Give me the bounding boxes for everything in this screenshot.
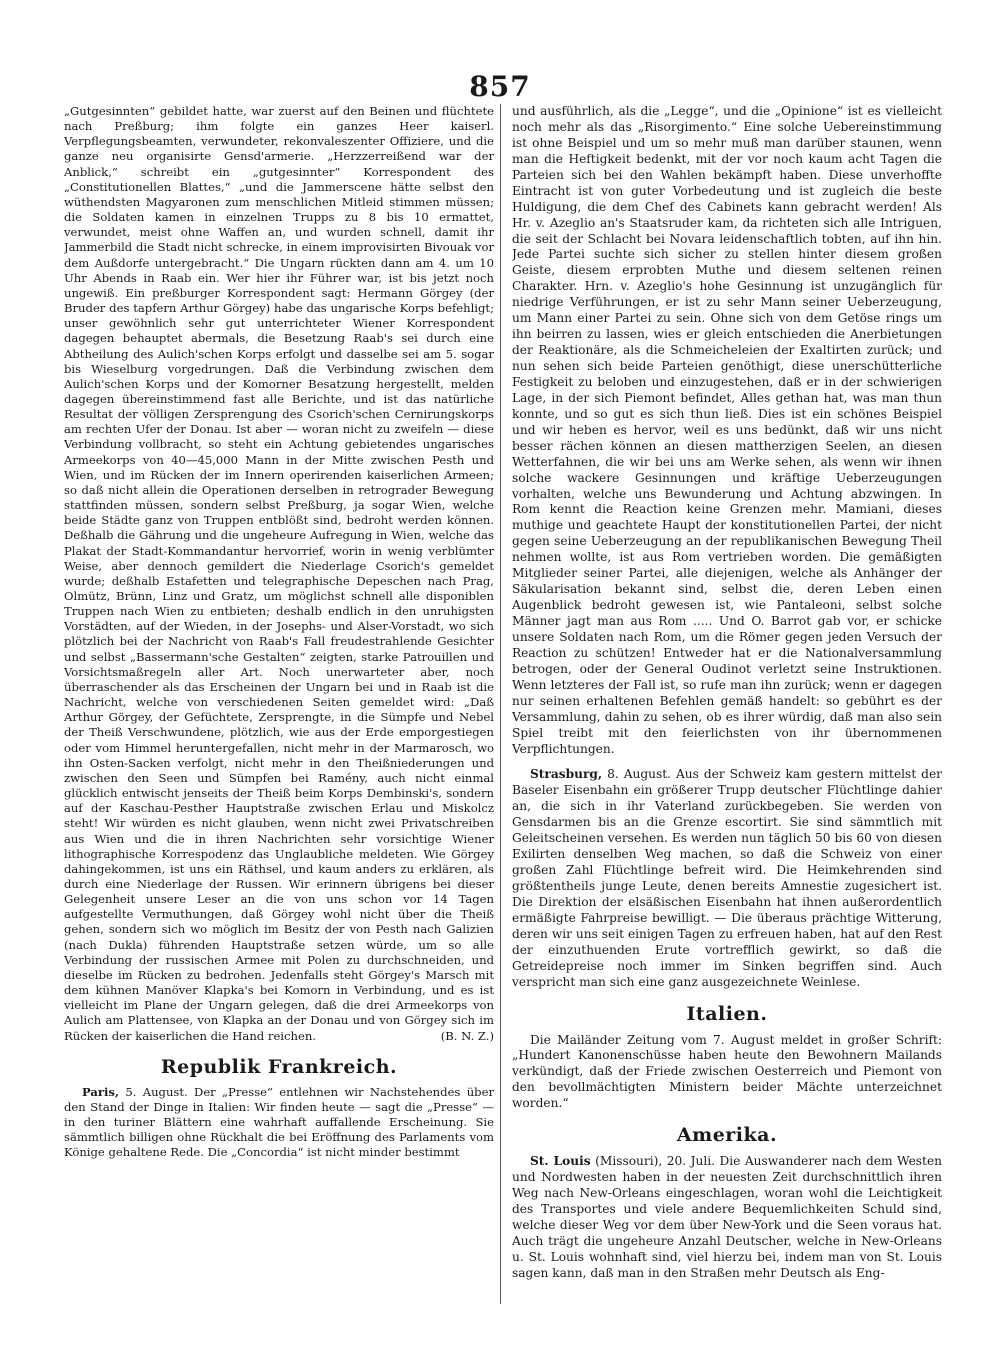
article-text: 8. August. Aus der Schweiz kam gestern mittelst der Baseler Eisenbahn ein größerer Trupp deutscher Flüchtlinge dahier an, die sich in ihr Vaterland zurückbegeben. Sie werden von Gensdarmen bis an die Grenze escortirt. Sie sind sämmtlich mit Geleitscheinen versehen. Es werden nun täglich 50 bis 60 von diesen Exilirten denselben Weg machen, so daß die Schweiz von einer großen Zahl Flüchtlinge befreit wird. Die Heimkehrenden sind größtentheils junge Leute, denen bereits Amnestie zugesichert ist. Die Direktion der elsäßischen Eisenbahn hat ihnen außerordentlich ermäßigte Fahrpreise bewilligt. — Die überaus prächtige Witterung, deren wir uns seit einigen Tagen zu erfreuen haben, hat auf den Rest der einzuthuenden Erute vortrefflich gewirkt, so daß die Getreidepreise noch immer im Sinken begriffen sind. Auch verspricht man sich eine ganz ausgezeichnete Weinlese. xyxy=(512,767,942,989)
article-paris xyxy=(64,1085,494,1161)
article-st-louis xyxy=(512,1154,942,1282)
section-heading-amerika: Amerika. xyxy=(676,1124,778,1147)
dateline-place: St. Louis xyxy=(530,1154,591,1169)
dateline-place: Paris, xyxy=(82,1084,119,1099)
left-column xyxy=(64,104,494,1204)
article-text: 5. August. Der „Presse“ entlehnen wir Nachstehendes über den Stand der Dinge in Italien: Wir finden heute — sagt die „Presse“ — in den turiner Blättern eine wahrhaft auffallende Erscheinung. Sie sämmtlich billigen ohne Rückhalt die bei Eröffnung des Parlaments vom Könige gehaltene Rede. Die „Concordia“ ist nicht minder bestimmt xyxy=(64,1084,494,1160)
source-citation: (B. N. Z.) xyxy=(440,1028,494,1043)
article-text: (Missouri), 20. Juli. Die Auswanderer nach dem Westen und Nordwesten haben in der neuesten Zeit durchschnittlich ihren Weg nach New-Orleans eingeschlagen, woran wohl die Leichtigkeit des Transportes und viele andere Bequemlichkeiten Schuld sind, welche dieser Weg vor dem über New-York und die Seen voraus hat. Auch trägt die ungeheure Anzahl Deutscher, welche in New-Orleans u. St. Louis wohnhaft sind, viel hierzu bei, indem man von St. Louis sagen kann, daß man in den Straßen mehr Deutsch als Eng- xyxy=(512,1154,942,1280)
right-column xyxy=(512,104,942,1304)
article-text: „Gutgesinnten“ gebildet hatte, war zuerst auf den Beinen und flüchtete nach Preßburg; ihm folgte ein ganzes Heer kaiserl. Verpflegungsbeamten, verwundeter, rekonvaleszenter Offiziere, und die ganze neu organisirte Gensd'armerie. „Herzzerreißend war der Anblick,“ schreibt ein „gutgesinnter“ Korrespondent des „Constitutionellen Blattes,“ „und die Jammerscene hätte selbst den wüthendsten Magyaronen zum menschlichen Mitleid stimmen müssen; die Soldaten kamen in einzelnen Trupps zu 8 bis 10 ermattet, verwundet, meist ohne Waffen an, und wurden schnell, damit ihr Jammerbild die Stadt nicht schrecke, in einem improvisirten Bivouak vor dem Außdorfe untergebracht.“ Die Ungarn rückten dann am 4. um 10 Uhr Abends in Raab ein. Wer hier ihr Führer war, ist bis jetzt noch ungewiß. Ein preßburger Korrespondent sagt: Hermann Görgey (der Bruder des tapfern Arthur Görgey) habe das ungarische Korps befehligt; unser gewöhnlich sehr gut unterrichteter Wiener Korrespondent dagegen behauptet abermals, die Besetzung Raab's sei durch eine Abtheilung des Aulich'schen Korps erfolgt und dasselbe sei am 5. sogar bis Wieselburg vorgedrungen. Daß die Verbindung zwischen dem Aulich'schen Korps und der Komorner Besatzung hergestellt, melden dagegen übereinstimmend fast alle Berichte, und ist das natürliche Resultat der völligen Zersprengung des Csorich'schen Cernirungskorps am rechten Ufer der Donau. Ist aber — woran nicht zu zweifeln — diese Verbindung vollbracht, so steht ein Achtung gebietendes ungarisches Armeekorps von 40—45,000 Mann in der Mitte zwischen Pesth und Wien, und im Rücken der im Innern operirenden kaiserlichen Armeen; so daß nicht allein die Operationen derselben in retrograder Bewegung stattfinden müssen, sondern selbst Preßburg, ja sogar Wien, welche beide Städte ganz von Truppen entblößt sind, bedroht werden können. Deßhalb die Gährung und die ungeheure Aufregung in Wien, welche das Plakat der Stadt-Kommandantur hervorrief, worin in wenig verblümter Weise, aber dennoch gemildert die Niederlage Csorich's gemeldet wurde; deßhalb Estafetten und telegraphische Depeschen nach Prag, Olmütz, Brünn, Linz und Gratz, um möglichst schnell alle disponiblen Truppen nach Wien zu entbieten; deshalb endlich in den unruhigsten Vorstädten, auf der Wieden, in der Josephs- und Alser-Vorstadt, wo sich plötzlich bei der Nachricht von Raab's Fall freudestrahlende Gesichter und selbst „Bassermann'sche Gestalten“ zeigten, starke Patrouillen und Vorsichtsmaßregeln aller Art. Noch unerwarteter aber, noch überraschender als das Erscheinen der Ungarn bei und in Raab ist die Nachricht, welche von verschiedenen Seiten gemeldet wird: „Daß Arthur Görgey, der Gefüchtete, Zersprengte, in die Sümpfe und Nebel der Theiß Verschwundene, plötzlich, wie aus der Erde emporgestiegen oder vom Himmel heruntergefallen, nicht mehr in der Marmarosch, wo ihn Osten-Sacken verfolgt, nicht mehr in den Theißniederungen und zwischen den Seen und Sümpfen bei Ramény, auch nicht einmal glücklich entwischt jenseits der Theiß beim Korps Dembinski's, sondern auf der Kaschau-Pesther Hauptstraße zwischen Erlau und Miskolcz steht! Wir würden es nicht glauben, wenn nicht zwei Privatschreiben aus Wien und die in ihren Nachrichten sehr vorsichtige Wiener lithographische Korrespodenz das Unglaubliche meldeten. Wie Görgey dahingekommen, ist uns ein Räthsel, und kaum anders zu erklären, als durch eine Niederlage der Russen. Wir erinnern übrigens bei dieser Gelegenheit unsere Leser an die von uns schon vor 14 Tagen aufgestellte Vermuthungen, daß Görgey wohl nicht über die Theiß gehen, sondern sich wo möglich im Besitz der von Pesth nach Galizien (nach Dukla) führenden Hauptstraße setzen würde, um so alle Verbindung der russischen Armee mit Polen zu durchschneiden, und dieselbe im Rücken zu bedrohen. Jedenfalls steht Görgey's Marsch mit dem kühnen Manöver Klapka's bei Komorn in Verbindung, und es ist vielleicht im Plane der Ungarn gelegen, daß die drei Armeekorps von Aulich am Plattensee, von Klapka an der Donau und von Görgey sich im Rücken der kaiserlichen die Hand reichen. xyxy=(64,104,494,1043)
section-heading-frankreich: Republik Frankreich. xyxy=(160,1055,398,1078)
section-heading-italien: Italien. xyxy=(686,1002,768,1025)
article-continuation xyxy=(64,104,494,1044)
article-strasburg xyxy=(512,767,942,990)
article-mailand: Die Mailänder Zeitung vom 7. August meldet in großer Schrift: „Hundert Kanonenschüsse haben heute den Bewohnern Mailands verkündigt, daß der Friede zwischen Oesterreich und Piemont von den bevollmächtigten Ministern beider Mächte unterzeichnet worden.“ xyxy=(512,1032,942,1111)
article-continuation: und ausführlich, als die „Legge“, und die „Opinione“ ist es vielleicht noch mehr als das „Risorgimento.“ Eine solche Uebereinstimmung ist ohne Beispiel und um so mehr muß man darüber staunen, wenn man die Heftigkeit bedenkt, mit der vor noch kaum acht Tagen die Parteien sich bei den Wahlen bekämpft haben. Diese unverhoffte Eintracht ist von guter Vorbedeutung und ist zugleich die beste Huldigung, die dem Chef des Cabinets kann gebracht werden! Als Hr. v. Azeglio an's Staatsruder kam, da richteten sich alle Intriguen, die seit der Schlacht bei Novara leidenschaftlich tobten, auf ihn hin. Jede Partei suchte sich sicher zu stellen hinter diesem großen Geiste, diesem erprobten Muthe und diesem seltenen reinen Charakter. Hrn. v. Azeglio's hohe Gesinnung ist unzugänglich für niedrige Verführungen, er ist zu sehr Mann seiner Ueberzeugung, um Mann einer Partei zu sein. Ohne sich von dem Getöse rings um ihn beirren zu lassen, wies er gleich entschieden die Anerbietungen der Reaktionäre, als die Schmeicheleien der Exaltirten zurück; und nun sehen sich beide Parteien genöthigt, diese unerschütterliche Festigkeit zu beloben und einzugestehen, daß er in der schwierigen Lage, in der sich Piemont befindet, Alles gethan hat, was man thun konnte, und so gut es sich thun ließ. Dies ist ein schönes Beispiel und wir heben es hervor, weil es uns bedünkt, daß wir uns nicht besser rächen können an diesen mattherzigen Seelen, an diesen Wetterfahnen, die wir bei uns am Werke sehen, als wenn wir ihnen solche wackere Gesinnungen und kräftige Ueberzeugungen vorhalten, welche uns Bewunderung und Achtung abzwingen. In Rom kennt die Reaction keine Grenzen mehr. Mamiani, dieses muthige und geachtete Haupt der konstitutionellen Partei, der nicht gegen seine Ueberzeugung an der republikanischen Bewegung Theil nehmen wollte, ist aus Rom vertrieben worden. Die gemäßigten Mitglieder seiner Partei, alle diejenigen, welche als Anhänger der Säkularisation bekannt sind, selbst die, deren Leben einen Augenblick bedroht gewesen ist, wie Pantaleoni, selbst solche Männer jagt man aus Rom ..... Und O. Barrot gab vor, er schicke unsere Soldaten nach Rom, um die Römer gegen jeden Versuch der Reaction zu schützen! Entweder hat er die Nationalversammlung betrogen, oder der General Oudinot verletzt seine Instruktionen. Wenn letzteres der Fall ist, so rufe man ihn zurück; wenn er dagegen nur seinen erhaltenen Befehlen gemäß handelt: so gebührt es der Versammlung, dahin zu sehen, ob es ihrer würdig, daß man also sein Spiel treibt mit den feierlichsten von ihr übernommenen Verpflichtungen. xyxy=(512,104,942,756)
dateline-place: Strasburg, xyxy=(530,767,603,782)
page-number: 857 xyxy=(469,70,531,103)
column-divider xyxy=(500,104,501,1304)
